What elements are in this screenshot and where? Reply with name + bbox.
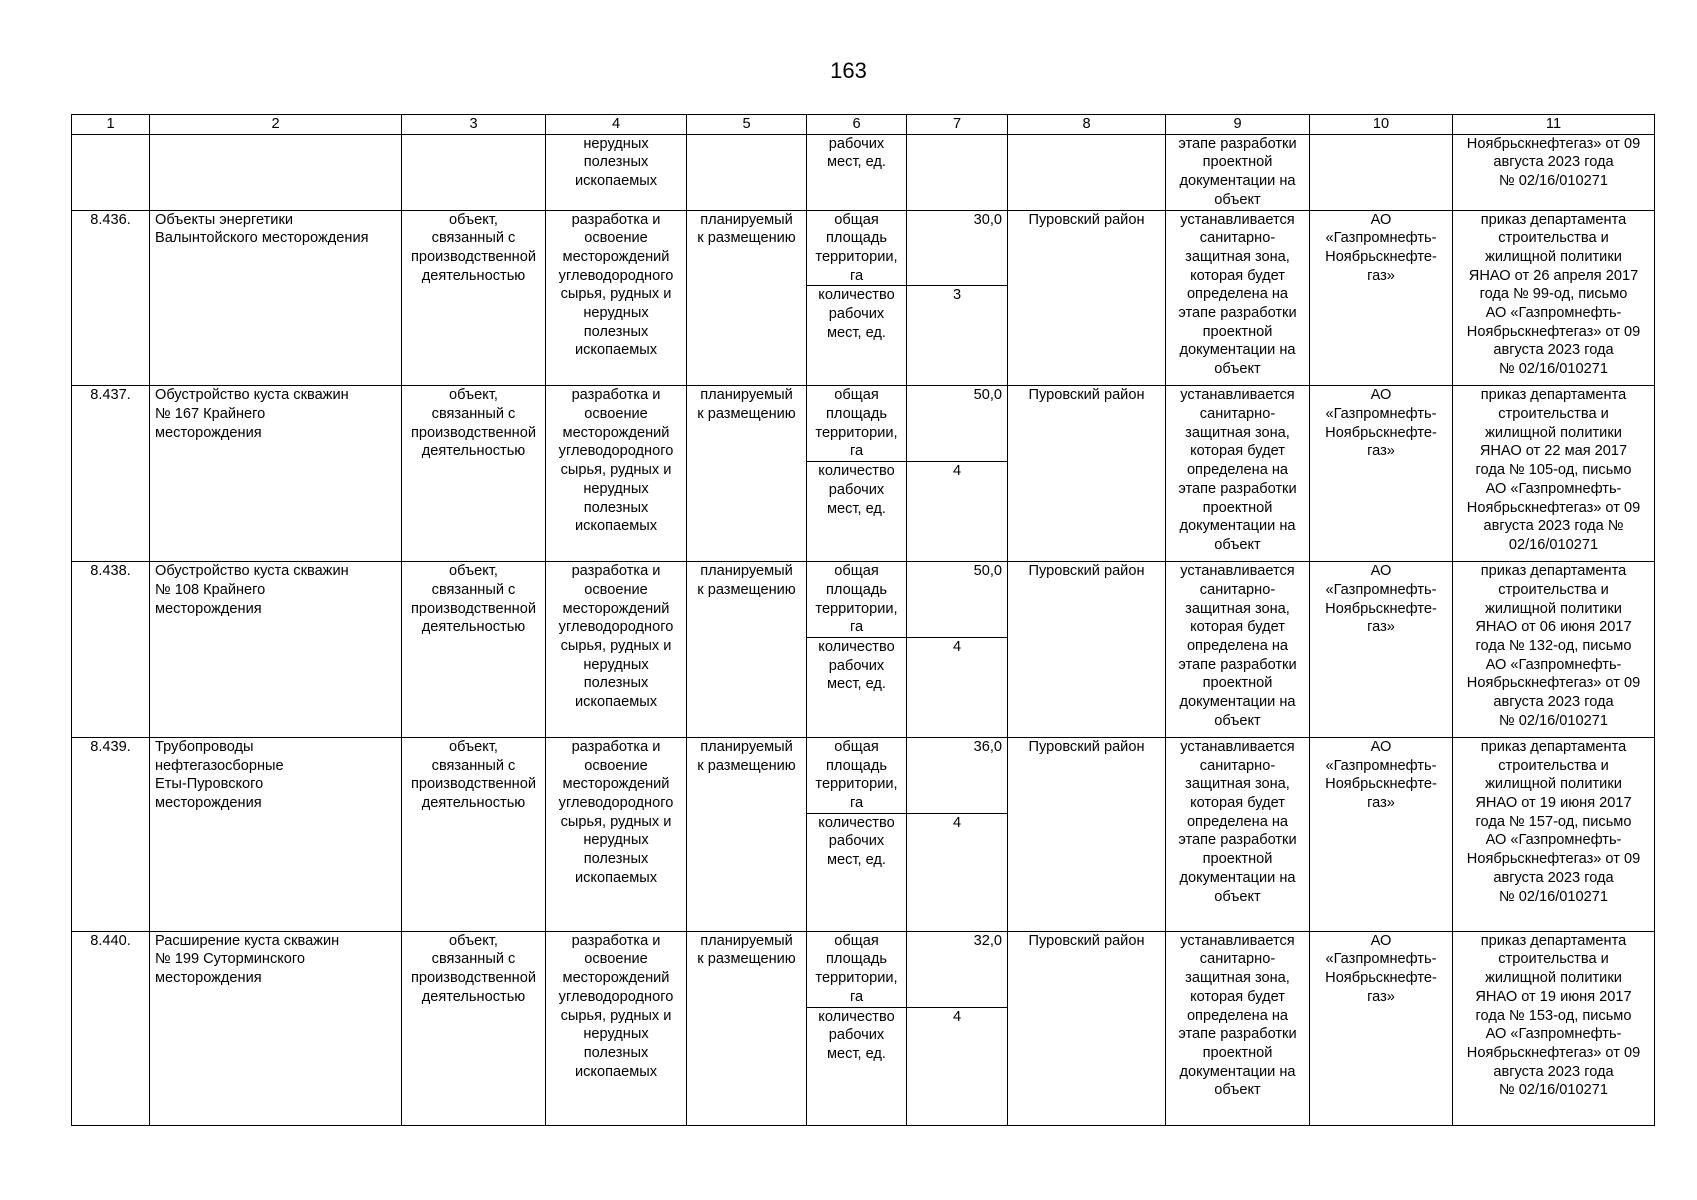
location-cell: Пуровский район: [1008, 562, 1166, 738]
column-number: 5: [687, 115, 807, 135]
characteristic-name-cell: общая площадь территории, га: [807, 931, 907, 1007]
table-row: [72, 931, 1655, 1007]
purpose-cell: разработка и освоение месторождений углеводородного сырья, рудных и нерудных полезных ископаемых: [546, 562, 687, 738]
characteristic-name-cell: количество рабочих мест, ед.: [807, 286, 907, 386]
object-name-cell: Объекты энергетики Валынтойского месторождения: [150, 210, 402, 386]
object-name-cell: Обустройство куста скважин № 167 Крайнего месторождения: [150, 386, 402, 562]
purpose-cell: разработка и освоение месторождений углеводородного сырья, рудных и нерудных полезных ископаемых: [546, 737, 687, 931]
object-type-cell: объект, связанный с производственной деятельностью: [402, 737, 546, 931]
characteristic-value-cell: 4: [907, 1007, 1008, 1125]
zone-cell: устанавливается санитарно- защитная зона, которая будет определена на этапе разработки проектной документации на объект: [1166, 386, 1310, 562]
status-cell: планируемый к размещению: [687, 931, 807, 1125]
location-cell: Пуровский район: [1008, 737, 1166, 931]
basis-cell: приказ департамента строительства и жилищной политики ЯНАО от 26 апреля 2017 года № 99-од, письмо АО «Газпромнефть- Ноябрьскнефтегаз» от 09 августа 2023 года № 02/16/010271: [1453, 210, 1655, 386]
characteristic-name-cell: общая площадь территории, га: [807, 737, 907, 813]
basis-cell: приказ департамента строительства и жилищной политики ЯНАО от 19 июня 2017 года № 153-од, письмо АО «Газпромнефть- Ноябрьскнефтегаз» от 09 августа 2023 года № 02/16/010271: [1453, 931, 1655, 1125]
purpose-cell: разработка и освоение месторождений углеводородного сырья, рудных и нерудных полезных ископаемых: [546, 210, 687, 386]
location-cell: Пуровский район: [1008, 210, 1166, 386]
characteristic-value-cell: 50,0: [907, 562, 1008, 638]
characteristic-value-cell: 30,0: [907, 210, 1008, 286]
column-number: 7: [907, 115, 1008, 135]
characteristic-name-cell: общая площадь территории, га: [807, 562, 907, 638]
characteristic-value-cell: 36,0: [907, 737, 1008, 813]
status-cell: планируемый к размещению: [687, 210, 807, 386]
status-cell: планируемый к размещению: [687, 562, 807, 738]
owner-cell: АО «Газпромнефть- Ноябрьскнефте- газ»: [1310, 210, 1453, 386]
zone-cell: устанавливается санитарно- защитная зона, которая будет определена на этапе разработки проектной документации на объект: [1166, 737, 1310, 931]
characteristic-value-cell: 32,0: [907, 931, 1008, 1007]
owner-cell: АО «Газпромнефть- Ноябрьскнефте- газ»: [1310, 386, 1453, 562]
continuation-row: [72, 134, 1655, 210]
characteristic-value-cell: 4: [907, 813, 1008, 931]
status-cell: планируемый к размещению: [687, 737, 807, 931]
basis-cell: приказ департамента строительства и жилищной политики ЯНАО от 22 мая 2017 года № 105-од, письмо АО «Газпромнефть- Ноябрьскнефтегаз» от 09 августа 2023 года № 02/16/010271: [1453, 386, 1655, 562]
owner-cell: АО «Газпромнефть- Ноябрьскнефте- газ»: [1310, 562, 1453, 738]
row-number-cell: 8.436.: [72, 210, 150, 386]
zone-cell: устанавливается санитарно- защитная зона, которая будет определена на этапе разработки проектной документации на объект: [1166, 210, 1310, 386]
column-number: 9: [1166, 115, 1310, 135]
table-row: [72, 562, 1655, 638]
location-cell: Пуровский район: [1008, 931, 1166, 1125]
column-number: 6: [807, 115, 907, 135]
location-cell: Пуровский район: [1008, 386, 1166, 562]
characteristic-name-cell: количество рабочих мест, ед.: [807, 813, 907, 931]
basis-cell: приказ департамента строительства и жилищной политики ЯНАО от 19 июня 2017 года № 157-од, письмо АО «Газпромнефть- Ноябрьскнефтегаз» от 09 августа 2023 года № 02/16/010271: [1453, 737, 1655, 931]
row-number-cell: 8.438.: [72, 562, 150, 738]
object-name-cell: Расширение куста скважин № 199 Суторминского месторождения: [150, 931, 402, 1125]
page-number: 163: [830, 58, 867, 83]
column-number: 3: [402, 115, 546, 135]
owner-cell: АО «Газпромнефть- Ноябрьскнефте- газ»: [1310, 737, 1453, 931]
status-cell: планируемый к размещению: [687, 386, 807, 562]
characteristic-value-cell: 4: [907, 637, 1008, 737]
object-type-cell: объект, связанный с производственной деятельностью: [402, 562, 546, 738]
purpose-cell: нерудных полезных ископаемых: [546, 134, 687, 210]
object-name-cell: Обустройство куста скважин № 108 Крайнего месторождения: [150, 562, 402, 738]
column-number: 1: [72, 115, 150, 135]
characteristic-name-cell: количество рабочих мест, ед.: [807, 637, 907, 737]
purpose-cell: разработка и освоение месторождений углеводородного сырья, рудных и нерудных полезных ископаемых: [546, 386, 687, 562]
object-type-cell: объект, связанный с производственной деятельностью: [402, 386, 546, 562]
characteristic-name-cell: общая площадь территории, га: [807, 386, 907, 462]
objects-table: [71, 114, 1655, 1126]
column-number: 11: [1453, 115, 1655, 135]
zone-cell: устанавливается санитарно- защитная зона, которая будет определена на этапе разработки проектной документации на объект: [1166, 562, 1310, 738]
purpose-cell: разработка и освоение месторождений углеводородного сырья, рудных и нерудных полезных ископаемых: [546, 931, 687, 1125]
row-number-cell: 8.437.: [72, 386, 150, 562]
row-number-cell: 8.439.: [72, 737, 150, 931]
table-row: [72, 386, 1655, 462]
table-row: [72, 737, 1655, 813]
characteristic-value-cell: 50,0: [907, 386, 1008, 462]
column-number: 8: [1008, 115, 1166, 135]
object-name-cell: Трубопроводы нефтегазосборные Еты-Пуровского месторождения: [150, 737, 402, 931]
characteristic-name-cell: количество рабочих мест, ед.: [807, 462, 907, 562]
column-number: 4: [546, 115, 687, 135]
row-number-cell: 8.440.: [72, 931, 150, 1125]
table-row: [72, 210, 1655, 286]
characteristic-name-cell: количество рабочих мест, ед.: [807, 1007, 907, 1125]
owner-cell: АО «Газпромнефть- Ноябрьскнефте- газ»: [1310, 931, 1453, 1125]
object-type-cell: объект, связанный с производственной деятельностью: [402, 210, 546, 386]
zone-cell: устанавливается санитарно- защитная зона, которая будет определена на этапе разработки проектной документации на объект: [1166, 931, 1310, 1125]
basis-cell: приказ департамента строительства и жилищной политики ЯНАО от 06 июня 2017 года № 132-од, письмо АО «Газпромнефть- Ноябрьскнефтегаз» от 09 августа 2023 года № 02/16/010271: [1453, 562, 1655, 738]
column-number-row: [72, 115, 1655, 135]
characteristic-name-cell: общая площадь территории, га: [807, 210, 907, 286]
characteristic-value-cell: 4: [907, 462, 1008, 562]
characteristic-name-cell: рабочих мест, ед.: [807, 134, 907, 210]
characteristic-value-cell: 3: [907, 286, 1008, 386]
column-number: 10: [1310, 115, 1453, 135]
basis-cell: Ноябрьскнефтегаз» от 09 августа 2023 года № 02/16/010271: [1453, 134, 1655, 210]
column-number: 2: [150, 115, 402, 135]
object-type-cell: объект, связанный с производственной деятельностью: [402, 931, 546, 1125]
zone-cell: этапе разработки проектной документации на объект: [1166, 134, 1310, 210]
